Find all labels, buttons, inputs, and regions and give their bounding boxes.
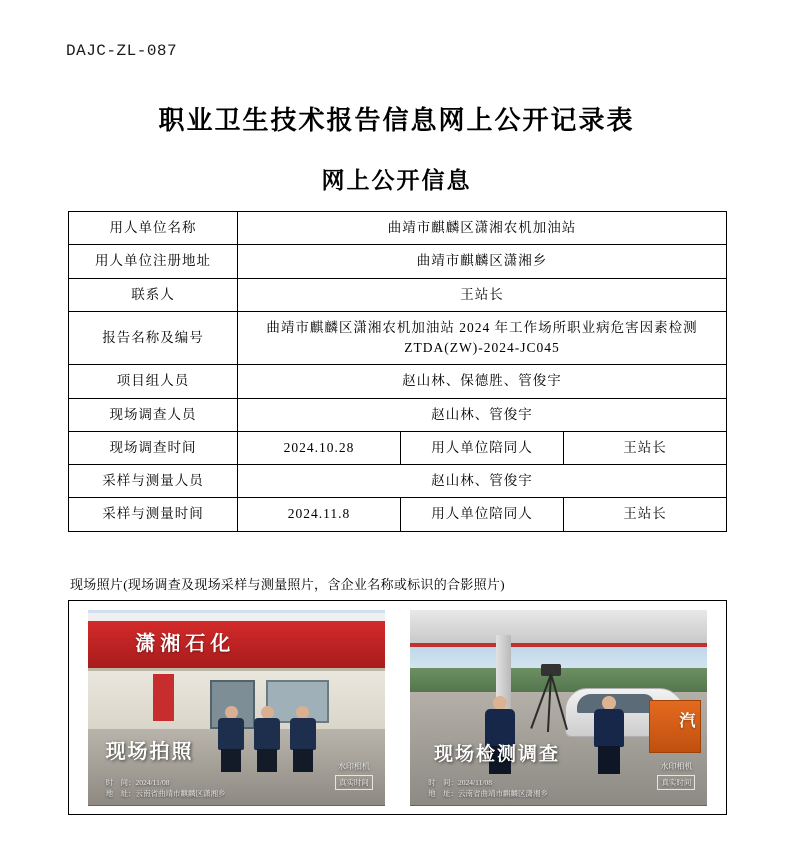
row-label: 报告名称及编号 (69, 311, 238, 365)
row-value: 2024.10.28 (238, 431, 401, 464)
person-head (493, 696, 507, 710)
watermark-brand-label: 水印相机 (337, 761, 370, 771)
site-photo-sampling (410, 610, 707, 806)
row-value: 曲靖市麒麟区潇湘农机加油站 (238, 212, 727, 245)
person-figure (218, 706, 244, 772)
row-value: 王站长 (238, 278, 727, 311)
row-value: 曲靖市麒麟区潇湘乡 (238, 245, 727, 278)
row-label: 联系人 (69, 278, 238, 311)
table-row (69, 365, 727, 398)
row-extra-value: 王站长 (564, 498, 727, 531)
row-extra-label: 用人单位陪同人 (401, 498, 564, 531)
person-body (290, 718, 316, 750)
row-label: 现场调查人员 (69, 398, 238, 431)
watermark-brand-label: 水印相机 (660, 761, 693, 771)
watermark-brand (657, 761, 695, 790)
row-extra-label: 用人单位陪同人 (401, 431, 564, 464)
person-figure (290, 706, 316, 772)
person-body (218, 718, 244, 750)
table-row (69, 498, 727, 531)
row-label: 采样与测量人员 (69, 465, 238, 498)
person-body (594, 709, 624, 747)
row-label: 用人单位注册地址 (69, 245, 238, 278)
site-photo-survey (88, 610, 385, 806)
person-figure (594, 696, 624, 774)
table-row (69, 311, 727, 365)
row-value (238, 311, 727, 365)
station-logo-text: 潇湘石化 (135, 633, 236, 656)
table-row (69, 431, 727, 464)
info-table (68, 211, 727, 532)
table-row (69, 212, 727, 245)
photo-watermark-title: 现场检测调查 (434, 744, 561, 766)
watermark-place: 地 址：云南省曲靖市麒麟区潇湘乡 (428, 788, 549, 798)
report-name-line: 曲靖市麒麟区潇湘农机加油站 2024 年工作场所职业病危害因素检测 (266, 319, 698, 335)
table-row (69, 245, 727, 278)
row-value: 赵山林、管俊宇 (238, 398, 727, 431)
watermark-place: 地 址：云南省曲靖市麒麟区潇湘乡 (105, 788, 226, 798)
person-legs (257, 749, 277, 772)
person-legs (293, 749, 313, 772)
row-value: 赵山林、管俊宇 (238, 465, 727, 498)
photo-watermark-details (428, 778, 548, 800)
photo-watermark-details (106, 778, 226, 800)
table-row (69, 398, 727, 431)
photo-section-caption: 现场照片(现场调查及现场采样与测量照片，含企业名称或标识的合影照片) (70, 577, 505, 592)
page-title: 职业卫生技术报告信息网上公开记录表 (158, 106, 635, 135)
photo-watermark-title: 现场拍照 (105, 741, 194, 764)
row-extra-value: 王站长 (564, 431, 727, 464)
truck-label: 汽 (679, 712, 696, 730)
info-table-wrapper (68, 211, 727, 532)
watermark-brand (335, 761, 373, 790)
document-code: DAJC-ZL-087 (66, 42, 178, 60)
watermark-time: 时 间：2024/11/08 (105, 777, 170, 787)
watermark-brand-stamp: 真实时间 (657, 775, 695, 790)
page-subtitle: 网上公开信息 (321, 168, 472, 193)
row-value: 2024.11.8 (238, 498, 401, 531)
row-value: 赵山林、保德胜、管俊宇 (238, 365, 727, 398)
person-legs (221, 749, 241, 772)
table-row (69, 278, 727, 311)
row-label: 项目组人员 (69, 365, 238, 398)
report-number-line: ZTDA(ZW)-2024-JC045 (404, 340, 560, 355)
row-label: 现场调查时间 (69, 431, 238, 464)
photo-section (68, 600, 727, 815)
canopy (410, 610, 707, 647)
watermark-time: 时 间：2024/11/08 (428, 777, 492, 787)
row-label: 用人单位名称 (69, 212, 238, 245)
person-body (254, 718, 280, 750)
watermark-brand-stamp: 真实时间 (335, 775, 373, 790)
row-label: 采样与测量时间 (69, 498, 238, 531)
table-row (69, 465, 727, 498)
person-head (602, 696, 616, 710)
person-legs (598, 746, 620, 774)
person-figure (254, 706, 280, 772)
canopy (88, 621, 385, 673)
red-banner (153, 674, 174, 721)
